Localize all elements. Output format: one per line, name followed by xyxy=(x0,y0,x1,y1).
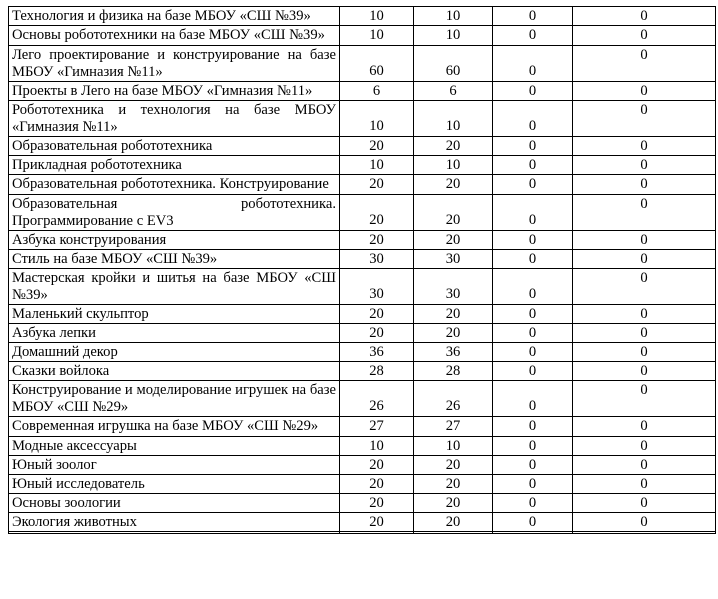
actual-count-cell: 10 xyxy=(414,26,493,46)
table-row xyxy=(9,26,716,46)
planned-count-cell: 10 xyxy=(340,26,414,46)
actual-count-cell: 26 xyxy=(414,381,493,417)
last-count-cell: 0 xyxy=(573,324,716,343)
last-count-cell: 0 xyxy=(573,250,716,269)
zero-count-cell: 0 xyxy=(493,494,573,513)
planned-count-cell: 30 xyxy=(340,269,414,305)
table-row xyxy=(9,137,716,156)
last-count-cell: 0 xyxy=(573,156,716,175)
last-count-cell: 0 xyxy=(573,46,716,82)
table-row xyxy=(9,417,716,437)
last-count-cell: 0 xyxy=(573,343,716,362)
actual-count-cell: 20 xyxy=(414,231,493,250)
program-name-cell: Юный исследователь xyxy=(9,475,340,494)
table-row xyxy=(9,381,716,417)
actual-count-cell: 20 xyxy=(414,456,493,475)
planned-count-cell: 10 xyxy=(340,101,414,137)
program-name-cell: Робототехника и технология на базе МБОУ «Гимназия №11» xyxy=(9,101,340,137)
program-name-cell: Модные аксессуары xyxy=(9,437,340,456)
planned-count-cell: 20 xyxy=(340,513,414,532)
zero-count-cell: 0 xyxy=(493,513,573,532)
actual-count-cell: 10 xyxy=(414,7,493,26)
zero-count-cell: 0 xyxy=(493,362,573,381)
zero-count-cell xyxy=(493,532,573,534)
program-name-cell: Лего проектирование и конструирование на базе МБОУ «Гимназия №11» xyxy=(9,46,340,82)
zero-count-cell: 0 xyxy=(493,305,573,324)
table-row xyxy=(9,513,716,532)
program-name-cell: Технология и физика на базе МБОУ «СШ №39» xyxy=(9,7,340,26)
table-row xyxy=(9,269,716,305)
programs-table xyxy=(8,6,716,534)
last-count-cell: 0 xyxy=(573,195,716,231)
table-row xyxy=(9,195,716,231)
last-count-cell: 0 xyxy=(573,7,716,26)
program-name-cell: Основы робототехники на базе МБОУ «СШ №39» xyxy=(9,26,340,46)
actual-count-cell: 20 xyxy=(414,513,493,532)
table-row xyxy=(9,250,716,269)
planned-count-cell: 30 xyxy=(340,250,414,269)
actual-count-cell: 60 xyxy=(414,46,493,82)
program-name-cell: Азбука лепки xyxy=(9,324,340,343)
table-row xyxy=(9,7,716,26)
program-name-cell: Домашний декор xyxy=(9,343,340,362)
table-row xyxy=(9,231,716,250)
actual-count-cell: 30 xyxy=(414,250,493,269)
planned-count-cell: 20 xyxy=(340,324,414,343)
program-name-cell: Сказки войлока xyxy=(9,362,340,381)
planned-count-cell: 20 xyxy=(340,137,414,156)
planned-count-cell: 20 xyxy=(340,494,414,513)
table-row xyxy=(9,324,716,343)
actual-count-cell: 6 xyxy=(414,82,493,101)
table-row xyxy=(9,456,716,475)
last-count-cell: 0 xyxy=(573,362,716,381)
program-name-cell: Проекты в Лего на базе МБОУ «Гимназия №11» xyxy=(9,82,340,101)
table-row xyxy=(9,156,716,175)
actual-count-cell: 36 xyxy=(414,343,493,362)
last-count-cell: 0 xyxy=(573,417,716,437)
actual-count-cell: 20 xyxy=(414,324,493,343)
last-count-cell: 0 xyxy=(573,26,716,46)
planned-count-cell: 20 xyxy=(340,475,414,494)
table-body xyxy=(9,7,716,534)
last-count-cell xyxy=(573,532,716,534)
program-name-cell xyxy=(9,532,340,534)
program-name-cell: Стиль на базе МБОУ «СШ №39» xyxy=(9,250,340,269)
last-count-cell: 0 xyxy=(573,513,716,532)
planned-count-cell: 27 xyxy=(340,417,414,437)
table-row xyxy=(9,101,716,137)
planned-count-cell: 20 xyxy=(340,231,414,250)
zero-count-cell: 0 xyxy=(493,26,573,46)
planned-count-cell: 10 xyxy=(340,156,414,175)
actual-count-cell: 20 xyxy=(414,475,493,494)
zero-count-cell: 0 xyxy=(493,46,573,82)
zero-count-cell: 0 xyxy=(493,475,573,494)
zero-count-cell: 0 xyxy=(493,417,573,437)
zero-count-cell: 0 xyxy=(493,156,573,175)
table-row xyxy=(9,305,716,324)
last-count-cell: 0 xyxy=(573,437,716,456)
zero-count-cell: 0 xyxy=(493,250,573,269)
table-row xyxy=(9,475,716,494)
last-count-cell: 0 xyxy=(573,305,716,324)
table-row xyxy=(9,362,716,381)
planned-count-cell: 20 xyxy=(340,195,414,231)
last-count-cell: 0 xyxy=(573,101,716,137)
table-row xyxy=(9,82,716,101)
planned-count-cell: 26 xyxy=(340,381,414,417)
program-name-cell: Азбука конструирования xyxy=(9,231,340,250)
actual-count-cell: 10 xyxy=(414,156,493,175)
table-row xyxy=(9,532,716,534)
zero-count-cell: 0 xyxy=(493,7,573,26)
last-count-cell: 0 xyxy=(573,475,716,494)
zero-count-cell: 0 xyxy=(493,381,573,417)
program-name-cell: Современная игрушка на базе МБОУ «СШ №29» xyxy=(9,417,340,437)
table-row xyxy=(9,437,716,456)
actual-count-cell: 20 xyxy=(414,195,493,231)
planned-count-cell: 28 xyxy=(340,362,414,381)
actual-count-cell xyxy=(414,532,493,534)
zero-count-cell: 0 xyxy=(493,137,573,156)
program-name-cell: Прикладная робототехника xyxy=(9,156,340,175)
program-name-cell: Юный зоолог xyxy=(9,456,340,475)
actual-count-cell: 27 xyxy=(414,417,493,437)
actual-count-cell: 20 xyxy=(414,305,493,324)
last-count-cell: 0 xyxy=(573,456,716,475)
actual-count-cell: 28 xyxy=(414,362,493,381)
actual-count-cell: 30 xyxy=(414,269,493,305)
last-count-cell: 0 xyxy=(573,137,716,156)
actual-count-cell: 20 xyxy=(414,175,493,195)
actual-count-cell: 20 xyxy=(414,494,493,513)
zero-count-cell: 0 xyxy=(493,101,573,137)
planned-count-cell: 20 xyxy=(340,175,414,195)
program-name-cell: Образовательная робототехника. Программирование с EV3 xyxy=(9,195,340,231)
planned-count-cell xyxy=(340,532,414,534)
program-name-cell: Образовательная робототехника. Конструирование xyxy=(9,175,340,195)
zero-count-cell: 0 xyxy=(493,175,573,195)
planned-count-cell: 6 xyxy=(340,82,414,101)
table-row xyxy=(9,343,716,362)
program-name-cell: Мастерская кройки и шитья на базе МБОУ «СШ №39» xyxy=(9,269,340,305)
zero-count-cell: 0 xyxy=(493,269,573,305)
zero-count-cell: 0 xyxy=(493,82,573,101)
table-row xyxy=(9,46,716,82)
zero-count-cell: 0 xyxy=(493,456,573,475)
planned-count-cell: 20 xyxy=(340,305,414,324)
program-name-cell: Образовательная робототехника xyxy=(9,137,340,156)
last-count-cell: 0 xyxy=(573,175,716,195)
table-row xyxy=(9,494,716,513)
planned-count-cell: 20 xyxy=(340,456,414,475)
actual-count-cell: 10 xyxy=(414,101,493,137)
planned-count-cell: 60 xyxy=(340,46,414,82)
last-count-cell: 0 xyxy=(573,82,716,101)
planned-count-cell: 36 xyxy=(340,343,414,362)
table-row xyxy=(9,175,716,195)
program-name-cell: Экология животных xyxy=(9,513,340,532)
planned-count-cell: 10 xyxy=(340,7,414,26)
zero-count-cell: 0 xyxy=(493,324,573,343)
actual-count-cell: 10 xyxy=(414,437,493,456)
last-count-cell: 0 xyxy=(573,269,716,305)
planned-count-cell: 10 xyxy=(340,437,414,456)
program-name-cell: Основы зоологии xyxy=(9,494,340,513)
zero-count-cell: 0 xyxy=(493,231,573,250)
zero-count-cell: 0 xyxy=(493,343,573,362)
program-name-cell: Конструирование и моделирование игрушек на базе МБОУ «СШ №29» xyxy=(9,381,340,417)
actual-count-cell: 20 xyxy=(414,137,493,156)
program-name-cell: Маленький скульптор xyxy=(9,305,340,324)
zero-count-cell: 0 xyxy=(493,437,573,456)
zero-count-cell: 0 xyxy=(493,195,573,231)
last-count-cell: 0 xyxy=(573,494,716,513)
last-count-cell: 0 xyxy=(573,381,716,417)
last-count-cell: 0 xyxy=(573,231,716,250)
